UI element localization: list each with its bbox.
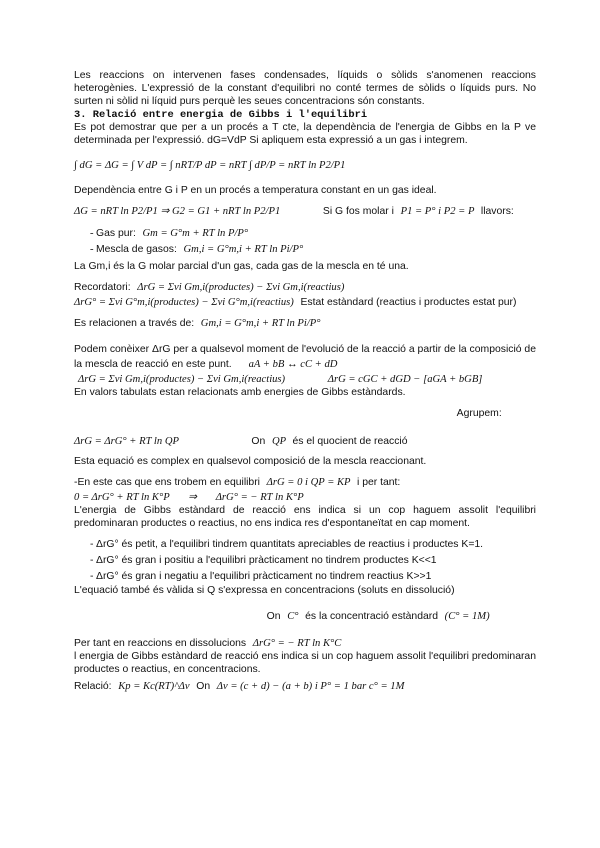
bullet-gas-pur-equation: Gm = G°m + RT ln P/P° bbox=[142, 228, 249, 240]
bullet-mescla-equation: Gm,i = G°m,i + RT ln Pi/P° bbox=[183, 244, 304, 256]
paragraph-conneixer bbox=[74, 344, 536, 372]
concentracions-line: On C° és la concentració estàndard (C° = 1M) bbox=[266, 610, 490, 622]
quocient-line bbox=[74, 428, 536, 456]
equation-dependencia-line bbox=[74, 198, 536, 226]
bullet-petit-text: ΔrG° és petit, a l'equilibri tindrem quantitats apreciables de reactius i productes K=1. bbox=[96, 538, 484, 550]
zero-line: 0 = ΔrG° + RT ln K°P ⇒ ΔrG° = − RT ln K°P bbox=[74, 491, 304, 503]
text-si-molar: Si G fos molar i bbox=[322, 206, 394, 218]
recordatori-std-text: Estat estàndard (reactius i productes estat pur) bbox=[300, 297, 517, 309]
equilibri-equation: ΔrG = 0 i QP = KP bbox=[266, 476, 351, 488]
relacio-equation: Kp = Kc(RT)^Δν bbox=[118, 680, 190, 692]
recordatori-line bbox=[74, 280, 536, 295]
paragraph-demostrar: Es pot demostrar que per a un procés a T cte, la dependència de l'energia de Gibbs en la P ve determinada per l'expressió. dG=VdP Si apliquem esta expressió a un gas i integrem. bbox=[74, 121, 536, 146]
bullet-gas-pur-label: Gas pur: bbox=[96, 228, 136, 240]
bullet-petit: - ΔrG° és petit, a l'equilibri tindrem quantitats apreciables de reactius i productes K=1. bbox=[90, 538, 484, 550]
equilibri-line bbox=[74, 475, 536, 490]
pertant-text: Per tant en reaccions en dissolucions bbox=[74, 637, 247, 649]
equilibri-pertant: i per tant: bbox=[357, 476, 401, 488]
bullet-gas-pur: - Gas pur: Gm = G°m + RT ln P/P° bbox=[90, 228, 249, 240]
equation-qp: QP bbox=[271, 436, 286, 448]
equation-integral: ∫ dG = ΔG = ∫ V dP = ∫ nRT/P dP = nRT ∫ dP/P = nRT ln P2/P1 bbox=[74, 160, 346, 172]
equation-dependencia: ΔG = nRT ln P2/P1 ⇒ G2 = G1 + nRT ln P2/P1 bbox=[74, 206, 281, 218]
recordatori-std-line bbox=[74, 295, 536, 310]
relacio-on: On bbox=[196, 680, 211, 692]
bullet-mescla-label: Mescla de gasos: bbox=[96, 244, 177, 256]
paragraph-valida: L'equació també és vàlida si Q s'expressa en concentracions (soluts en dissolució) bbox=[74, 584, 455, 596]
delta-equations-line bbox=[78, 372, 536, 387]
paragraph-energia-std: L'energia de Gibbs estàndard de reacció ens indica si un cop haguem assolit l'equilibri predominaran productes o reactius, no ens indica res d'espontaneïtat en cap moment. bbox=[74, 504, 536, 529]
equation-zero-right: ΔrG° = − RT ln K°P bbox=[215, 491, 304, 503]
bullet-positiu: - ΔrG° és gran i positiu a l'equilibri pràcticament no tindrem productes K<<1 bbox=[90, 554, 437, 566]
relacio-label: Relació: bbox=[74, 680, 112, 692]
recordatori-std-equation: ΔrG° = Σνi G°m,i(productes) − Σνi G°m,i(reactius) bbox=[74, 297, 294, 309]
text-on-q: On bbox=[251, 436, 266, 448]
relacionen-equation: Gm,i = G°m,i + RT ln Pi/P° bbox=[200, 318, 321, 330]
bullet-negatiu-text: ΔrG° és gran i negatiu a l'equilibri pràcticament no tindrem reactius K>>1 bbox=[96, 570, 432, 582]
pertant-equation: ΔrG° = − RT ln K°C bbox=[252, 637, 342, 649]
equilibri-text: -En este cas que ens trobem en equilibri bbox=[74, 476, 260, 488]
pertant-line bbox=[74, 636, 536, 651]
relacionen-line bbox=[74, 310, 536, 338]
bullet-positiu-text: ΔrG° és gran i positiu a l'equilibri pràcticament no tindrem productes K<<1 bbox=[96, 554, 437, 566]
paragraph-energia-std2: l energia de Gibbs estàndard de reacció ens indica si un cop haguem assolit l'equilibri predominaran productes o reactius, en concentracions. bbox=[74, 650, 536, 675]
text-agrupem: Agrupem: bbox=[456, 408, 502, 420]
paragraph-complex: Esta equació es complex en qualsevol composició de la mescla reaccionant. bbox=[74, 456, 427, 468]
reaction-equation: aA + bB ↔ cC + dD bbox=[248, 359, 338, 371]
text-quocient: és el quocient de reacció bbox=[292, 436, 408, 448]
relacio-equation-2: Δν = (c + d) − (a + b) i P° = 1 bar c° = 1M bbox=[216, 680, 405, 692]
equation-delta-abcd: ΔrG = cGC + dGD − [aGA + bGB] bbox=[327, 374, 483, 386]
bullet-negatiu: - ΔrG° és gran i negatiu a l'equilibri pràcticament no tindrem reactius K>>1 bbox=[90, 570, 432, 582]
paragraph-la-gmi: La Gm,i és la G molar parcial d'un gas, cada gas de la mescla en té una. bbox=[74, 261, 409, 273]
section-heading: 3. Relació entre energia de Gibbs i l'equilibri bbox=[74, 108, 368, 121]
equation-zero-left: 0 = ΔrG° + RT ln K°P bbox=[74, 491, 170, 503]
paragraph-heterogenies: Les reaccions on intervenen fases condensades, líquids o sòlids s'anomenen reaccions heterogènies. L'expressió de la constant d'equilibri no conté termes de sòlids o líquids purs. No surten ni sòlid ni líquid purs perquè les seues concentracions són constants. bbox=[74, 70, 536, 107]
relacio-line bbox=[74, 679, 536, 694]
equation-si-molar: P1 = P° i P2 = P bbox=[400, 206, 475, 218]
equation-quocient: ΔrG = ΔrG° + RT ln QP bbox=[74, 436, 179, 448]
paragraph-valors: En valors tabulats estan relacionats amb energies de Gibbs estàndards. bbox=[74, 387, 406, 399]
equation-delta-general: ΔrG = Σνi Gm,i(productes) − Σνi Gm,i(reactius) bbox=[78, 374, 286, 386]
recordatori-label: Recordatori: bbox=[74, 282, 131, 294]
text-llavors: llavors: bbox=[480, 206, 514, 218]
page-content bbox=[74, 70, 536, 694]
concentracions-on: On bbox=[266, 610, 281, 622]
paragraph-dependencia: Dependència entre G i P en un procés a temperatura constant en un gas ideal. bbox=[74, 185, 437, 197]
agrupem-line bbox=[74, 400, 536, 428]
concentracions-text: és la concentració estàndard bbox=[305, 610, 439, 622]
relacionen-text: Es relacionen a través de: bbox=[74, 318, 195, 330]
concentracions-c0: (C° = 1M) bbox=[444, 610, 490, 622]
bullet-mescla: - Mescla de gasos: Gm,i = G°m,i + RT ln Pi/P° bbox=[90, 244, 304, 256]
paragraph-conneixer-text: Podem conèixer ΔrG per a qualsevol moment de l'evolució de la reacció a partir de la composició de la mescla de reacció en este punt. bbox=[74, 344, 536, 371]
recordatori-equation: ΔrG = Σνi Gm,i(productes) − Σνi Gm,i(reactius) bbox=[137, 282, 345, 294]
